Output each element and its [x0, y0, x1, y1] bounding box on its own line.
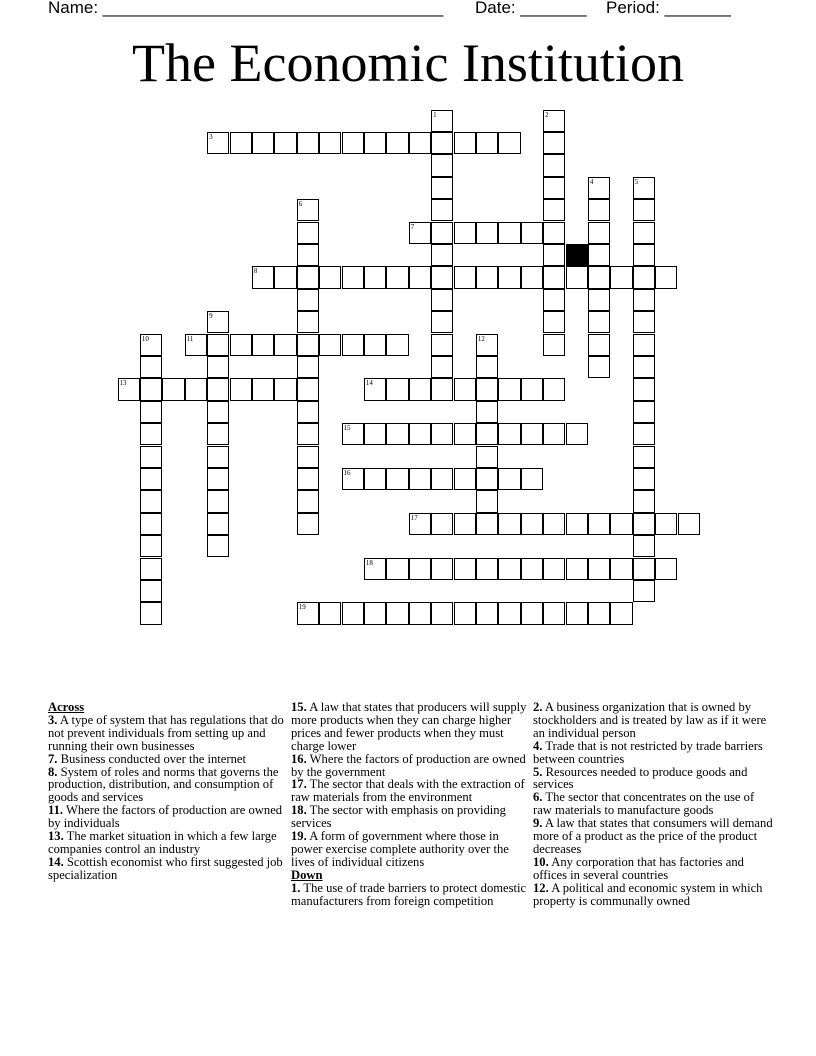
grid-cell[interactable]: [476, 222, 498, 244]
grid-cell[interactable]: [498, 558, 520, 580]
grid-cell[interactable]: [476, 266, 498, 288]
grid-cell[interactable]: [140, 580, 162, 602]
grid-cell[interactable]: [476, 401, 498, 423]
grid-cell[interactable]: [207, 446, 229, 468]
clue-number-label: 13: [119, 379, 127, 388]
clue-across: [291, 753, 531, 779]
grid-cell[interactable]: [162, 378, 184, 400]
grid-cell[interactable]: [386, 378, 408, 400]
grid-cell[interactable]: [431, 423, 453, 445]
grid-cell[interactable]: [521, 513, 543, 535]
grid-cell[interactable]: [297, 423, 319, 445]
grid-cell[interactable]: [252, 378, 274, 400]
clue-text: Where the factors of production are owned by the government: [291, 751, 526, 779]
grid-cell[interactable]: [588, 266, 610, 288]
grid-cell[interactable]: [364, 334, 386, 356]
clue-text: The sector that deals with the extraction of raw materials from the environment: [291, 777, 525, 805]
grid-cell[interactable]: [566, 423, 588, 445]
clue-number: 13.: [48, 829, 64, 844]
clue-text: A law that states that producers will supply more products when they can charge higher prices and fewer products when they must charge lower: [291, 700, 527, 753]
grid-cell[interactable]: [297, 513, 319, 535]
grid-cell[interactable]: [454, 222, 476, 244]
grid-cell[interactable]: [454, 558, 476, 580]
clue-text: The sector with emphasis on providing services: [291, 803, 506, 831]
clue-number-label: 15: [343, 424, 351, 433]
clue-down: [533, 817, 773, 856]
grid-cell[interactable]: [140, 446, 162, 468]
clue-number-label: 6: [298, 200, 303, 209]
grid-cell[interactable]: [140, 513, 162, 535]
grid-cell[interactable]: [364, 132, 386, 154]
grid-cell[interactable]: [588, 356, 610, 378]
clue-number: 10.: [533, 854, 549, 869]
grid-cell[interactable]: [207, 535, 229, 557]
grid-cell[interactable]: [588, 513, 610, 535]
clue-number: 8.: [48, 764, 58, 779]
grid-cell[interactable]: [633, 266, 655, 288]
clue-number-label: 2: [545, 110, 549, 119]
grid-cell[interactable]: [566, 513, 588, 535]
grid-cell[interactable]: [386, 468, 408, 490]
clue-text: A political and economic system in which property is communally owned: [533, 880, 763, 908]
clue-number: 18.: [291, 803, 307, 818]
grid-cell[interactable]: [633, 490, 655, 512]
grid-cell[interactable]: [498, 132, 520, 154]
grid-cell[interactable]: [633, 244, 655, 266]
clue-across: [48, 766, 288, 805]
clue-across: [48, 830, 288, 856]
grid-cell[interactable]: [633, 289, 655, 311]
grid-cell[interactable]: [633, 378, 655, 400]
grid-cell[interactable]: [633, 199, 655, 221]
clue-number-label: 5: [634, 177, 639, 186]
grid-cell[interactable]: [364, 266, 386, 288]
grid-cell[interactable]: [588, 334, 610, 356]
grid-cell[interactable]: [633, 356, 655, 378]
grid-cell[interactable]: [610, 513, 632, 535]
grid-cell[interactable]: [633, 513, 655, 535]
clue-number: 11.: [48, 803, 64, 818]
grid-cell[interactable]: [476, 558, 498, 580]
grid-cell[interactable]: [498, 222, 520, 244]
clue-number: 15.: [291, 700, 307, 714]
grid-cell[interactable]: [297, 266, 319, 288]
grid-cell[interactable]: [476, 423, 498, 445]
clue-number-label: 12: [477, 334, 485, 343]
grid-cell[interactable]: [476, 132, 498, 154]
clue-number: 3.: [48, 712, 58, 727]
clue-number-label: 10: [141, 334, 149, 343]
grid-cell[interactable]: [476, 490, 498, 512]
grid-cell[interactable]: [386, 334, 408, 356]
grid-cell[interactable]: [588, 199, 610, 221]
grid-cell[interactable]: [319, 602, 341, 624]
clue-down: [533, 766, 773, 792]
clue-across: [291, 830, 531, 869]
clue-down: [533, 740, 773, 766]
grid-cell[interactable]: [431, 222, 453, 244]
clue-number: 4.: [533, 738, 543, 753]
across-heading: Across: [48, 700, 85, 714]
grid-cell[interactable]: [409, 602, 431, 624]
grid-cell[interactable]: [543, 423, 565, 445]
grid-cell[interactable]: [140, 602, 162, 624]
grid-cell[interactable]: [252, 334, 274, 356]
grid-cell[interactable]: [454, 266, 476, 288]
grid-cell[interactable]: [431, 334, 453, 356]
grid-cell[interactable]: [588, 244, 610, 266]
clue-across: [291, 701, 531, 753]
grid-cell[interactable]: [140, 558, 162, 580]
grid-cell[interactable]: [454, 602, 476, 624]
grid-cell[interactable]: [431, 468, 453, 490]
grid-cell[interactable]: [431, 378, 453, 400]
clue-text: A type of system that has regulations that do not prevent individuals from setting up and running their own businesses: [48, 712, 284, 753]
grid-cell[interactable]: [207, 356, 229, 378]
grid-cell[interactable]: [319, 132, 341, 154]
clue-down: [291, 882, 531, 908]
grid-cell[interactable]: [252, 132, 274, 154]
clue-number-label: 19: [298, 603, 306, 612]
grid-cell[interactable]: [207, 423, 229, 445]
clue-number: 7.: [48, 751, 58, 766]
grid-cell[interactable]: [543, 266, 565, 288]
grid-cell[interactable]: [588, 289, 610, 311]
grid-cell[interactable]: [297, 132, 319, 154]
clue-text: Resources needed to produce goods and services: [533, 764, 748, 792]
grid-cell[interactable]: [274, 132, 296, 154]
grid-cell[interactable]: [633, 311, 655, 333]
grid-cell[interactable]: [543, 602, 565, 624]
clue-number-label: 14: [365, 379, 373, 388]
grid-cell[interactable]: [409, 423, 431, 445]
clue-number-label: 1: [433, 110, 437, 119]
grid-cell[interactable]: [364, 602, 386, 624]
grid-cell[interactable]: [431, 311, 453, 333]
grid-cell[interactable]: [543, 154, 565, 176]
grid-cell[interactable]: [543, 222, 565, 244]
grid-cell[interactable]: [678, 513, 700, 535]
grid-cell[interactable]: [297, 401, 319, 423]
clue-number-label: 17: [410, 513, 418, 522]
grid-cell[interactable]: [566, 602, 588, 624]
clue-number-label: 18: [365, 558, 373, 567]
grid-cell[interactable]: [297, 378, 319, 400]
grid-cell[interactable]: [431, 132, 453, 154]
grid-cell[interactable]: [297, 490, 319, 512]
grid-cell[interactable]: [543, 132, 565, 154]
clue-across: [291, 778, 531, 804]
grid-cell[interactable]: [610, 266, 632, 288]
grid-cell[interactable]: [431, 289, 453, 311]
grid-cell[interactable]: [409, 266, 431, 288]
grid-cell[interactable]: [230, 334, 252, 356]
black-square: [566, 244, 588, 266]
clue-across: [48, 856, 288, 882]
grid-cell[interactable]: [543, 378, 565, 400]
grid-cell[interactable]: [386, 132, 408, 154]
grid-cell[interactable]: [431, 558, 453, 580]
grid-cell[interactable]: [521, 423, 543, 445]
grid-cell[interactable]: [543, 558, 565, 580]
period-field[interactable]: Period: _______: [606, 0, 731, 17]
grid-cell[interactable]: [140, 401, 162, 423]
grid-cell[interactable]: [319, 266, 341, 288]
grid-cell[interactable]: [207, 401, 229, 423]
grid-cell[interactable]: [431, 513, 453, 535]
grid-cell[interactable]: [207, 468, 229, 490]
clue-text: A law that states that consumers will demand more of a product as the price of the product decreases: [533, 816, 773, 856]
clue-text: Business conducted over the internet: [60, 751, 246, 766]
grid-cell[interactable]: [476, 468, 498, 490]
grid-cell[interactable]: [521, 558, 543, 580]
clue-text: Where the factors of production are owned by individuals: [48, 803, 283, 831]
grid-cell[interactable]: [431, 356, 453, 378]
grid-cell[interactable]: [543, 177, 565, 199]
grid-cell[interactable]: [386, 602, 408, 624]
grid-cell[interactable]: [521, 468, 543, 490]
clue-number: 2.: [533, 700, 543, 714]
grid-cell[interactable]: [140, 535, 162, 557]
grid-cell[interactable]: [297, 446, 319, 468]
grid-cell[interactable]: [521, 378, 543, 400]
grid-cell[interactable]: [633, 446, 655, 468]
page-title: The Economic Institution: [132, 33, 684, 93]
grid-cell[interactable]: [140, 490, 162, 512]
grid-cell[interactable]: [633, 468, 655, 490]
grid-cell[interactable]: [454, 468, 476, 490]
grid-cell[interactable]: [319, 334, 341, 356]
grid-cell[interactable]: [498, 468, 520, 490]
grid-cell[interactable]: [610, 558, 632, 580]
clue-number: 6.: [533, 790, 543, 805]
grid-cell[interactable]: [431, 602, 453, 624]
down-heading: Down: [291, 867, 323, 882]
grid-cell[interactable]: [454, 378, 476, 400]
clue-number: 1.: [291, 880, 301, 895]
grid-cell[interactable]: [543, 334, 565, 356]
grid-cell[interactable]: [207, 513, 229, 535]
clue-text: System of roles and norms that governs the production, distribution, and consumption of goods and services: [48, 764, 279, 805]
clue-across: [291, 804, 531, 830]
grid-cell[interactable]: [140, 378, 162, 400]
clue-text: Scottish economist who first suggested job specialization: [48, 854, 283, 882]
grid-cell[interactable]: [431, 177, 453, 199]
grid-cell[interactable]: [633, 580, 655, 602]
grid-cell[interactable]: [454, 513, 476, 535]
grid-cell[interactable]: [476, 513, 498, 535]
grid-cell[interactable]: [409, 378, 431, 400]
clue-down: [533, 791, 773, 817]
grid-cell[interactable]: [655, 513, 677, 535]
grid-cell[interactable]: [476, 378, 498, 400]
grid-cell[interactable]: [633, 558, 655, 580]
grid-cell[interactable]: [454, 132, 476, 154]
clue-text: A form of government where those in power exercise complete authority over the lives of individual citizens: [291, 829, 509, 869]
grid-cell[interactable]: [566, 558, 588, 580]
clue-text: The sector that concentrates on the use of raw materials to manufacture goods: [533, 790, 755, 818]
grid-cell[interactable]: [297, 334, 319, 356]
grid-cell[interactable]: [409, 132, 431, 154]
grid-cell[interactable]: [610, 602, 632, 624]
clue-across: [48, 804, 288, 830]
grid-cell[interactable]: [431, 244, 453, 266]
grid-cell[interactable]: [342, 602, 364, 624]
clue-text: The market situation in which a few large companies control an industry: [48, 829, 277, 856]
grid-cell[interactable]: [364, 468, 386, 490]
date-field[interactable]: Date: _______: [475, 0, 587, 17]
grid-cell[interactable]: [431, 154, 453, 176]
grid-cell[interactable]: [655, 558, 677, 580]
clue-number-label: 3: [209, 132, 213, 141]
clue-down: [533, 882, 773, 908]
grid-cell[interactable]: [498, 602, 520, 624]
clue-number: 16.: [291, 751, 307, 766]
clue-number-label: 4: [589, 177, 594, 186]
grid-cell[interactable]: [588, 558, 610, 580]
grid-cell[interactable]: [543, 311, 565, 333]
grid-cell[interactable]: [476, 602, 498, 624]
grid-cell[interactable]: [633, 423, 655, 445]
grid-cell[interactable]: [297, 356, 319, 378]
grid-cell[interactable]: [521, 222, 543, 244]
grid-cell[interactable]: [498, 378, 520, 400]
grid-cell[interactable]: [588, 311, 610, 333]
clue-number: 5.: [533, 764, 543, 779]
grid-cell[interactable]: [633, 334, 655, 356]
grid-cell[interactable]: [655, 266, 677, 288]
grid-cell[interactable]: [185, 378, 207, 400]
grid-cell[interactable]: [342, 266, 364, 288]
grid-cell[interactable]: [274, 378, 296, 400]
grid-cell[interactable]: [431, 266, 453, 288]
grid-cell[interactable]: [140, 423, 162, 445]
grid-cell[interactable]: [364, 423, 386, 445]
grid-cell[interactable]: [409, 558, 431, 580]
clue-number: 17.: [291, 777, 307, 792]
grid-cell[interactable]: [386, 558, 408, 580]
grid-cell[interactable]: [498, 266, 520, 288]
grid-cell[interactable]: [274, 266, 296, 288]
grid-cell[interactable]: [588, 222, 610, 244]
grid-cell[interactable]: [633, 222, 655, 244]
clue-text: Any corporation that has factories and offices in several countries: [533, 854, 744, 882]
grid-cell[interactable]: [297, 244, 319, 266]
grid-cell[interactable]: [476, 356, 498, 378]
grid-cell[interactable]: [297, 311, 319, 333]
grid-cell[interactable]: [207, 490, 229, 512]
clue-text: A business organization that is owned by stockholders and is treated by law as if it were an individual person: [533, 700, 767, 740]
grid-cell[interactable]: [543, 199, 565, 221]
grid-cell[interactable]: [274, 334, 296, 356]
clue-down: [533, 701, 773, 740]
grid-cell[interactable]: [386, 423, 408, 445]
grid-cell[interactable]: [409, 468, 431, 490]
grid-cell[interactable]: [230, 132, 252, 154]
grid-cell[interactable]: [498, 513, 520, 535]
grid-cell[interactable]: [498, 423, 520, 445]
grid-cell[interactable]: [386, 266, 408, 288]
grid-cell[interactable]: [543, 513, 565, 535]
clue-number-label: 8: [253, 267, 258, 276]
grid-cell[interactable]: [297, 222, 319, 244]
grid-cell[interactable]: [588, 602, 610, 624]
clue-number: 19.: [291, 829, 307, 844]
grid-cell[interactable]: [342, 334, 364, 356]
grid-cell[interactable]: [140, 356, 162, 378]
grid-cell[interactable]: [633, 401, 655, 423]
clue-text: The use of trade barriers to protect domestic manufacturers from foreign competition: [291, 880, 527, 908]
grid-cell[interactable]: [543, 244, 565, 266]
clue-number-label: 11: [186, 334, 194, 343]
clue-number: 12.: [533, 880, 549, 895]
clue-across: [48, 714, 288, 753]
grid-cell[interactable]: [521, 602, 543, 624]
clues-column-3: [533, 701, 773, 908]
clues-column-1: [48, 701, 288, 882]
grid-cell[interactable]: [476, 446, 498, 468]
grid-cell[interactable]: [297, 289, 319, 311]
clue-text: Trade that is not restricted by trade barriers between countries: [533, 738, 763, 766]
clue-down: [533, 856, 773, 882]
grid-cell[interactable]: [633, 535, 655, 557]
grid-cell[interactable]: [454, 423, 476, 445]
grid-cell[interactable]: [207, 378, 229, 400]
clue-number: 9.: [533, 816, 543, 831]
clue-number-label: 16: [343, 468, 351, 477]
grid-cell[interactable]: [566, 266, 588, 288]
grid-cell[interactable]: [342, 132, 364, 154]
grid-cell[interactable]: [521, 266, 543, 288]
grid-cell[interactable]: [140, 468, 162, 490]
clues-column-2: [291, 701, 531, 908]
clue-number-label: 9: [209, 312, 213, 321]
name-field[interactable]: Name: ____________________________________: [48, 0, 444, 17]
grid-cell[interactable]: [207, 334, 229, 356]
grid-cell[interactable]: [431, 199, 453, 221]
grid-cell[interactable]: [543, 289, 565, 311]
grid-cell[interactable]: [230, 378, 252, 400]
clue-number-label: 7: [410, 222, 415, 231]
clue-number: 14.: [48, 854, 64, 869]
grid-cell[interactable]: [297, 468, 319, 490]
